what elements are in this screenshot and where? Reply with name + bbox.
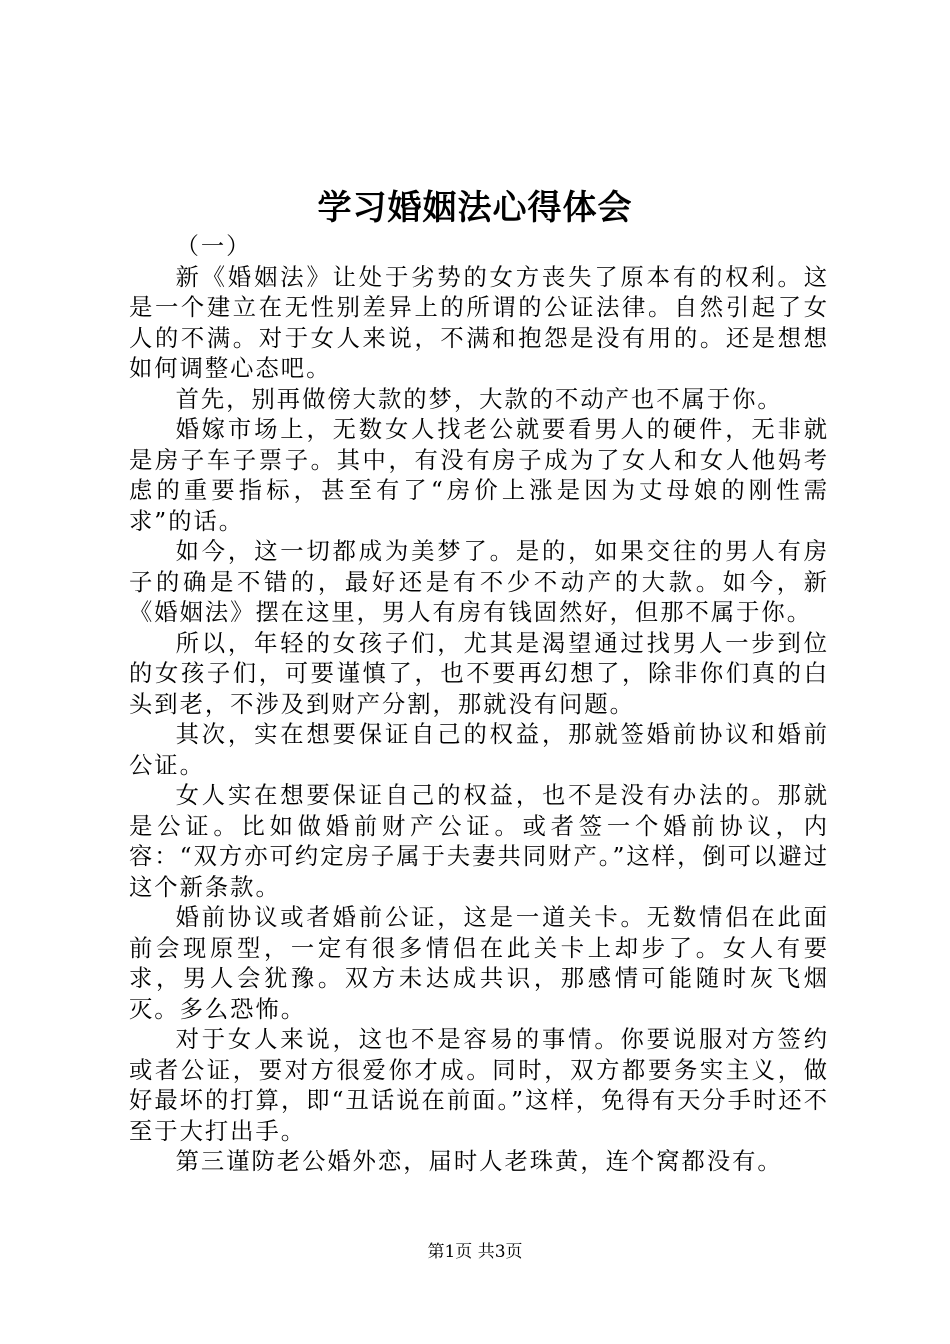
page-footer: 第1页 共3页 xyxy=(427,1242,523,1262)
section-mark: （一） xyxy=(175,233,252,260)
paragraph-10: 第三谨防老公婚外恋，届时人老珠黄，连个窝都没有。 xyxy=(175,1148,783,1175)
paragraph-3: 婚嫁市场上，无数女人找老公就要看男人的硬件，无非就是房子车子票子。其中，有没有房子成为了女人和女人他妈考虑的重要指标，甚至有了“房价上涨是因为丈母娘的刚性需求”的话。 xyxy=(129,416,829,535)
paragraph-5: 所以，年轻的女孩子们，尤其是渴望通过找男人一步到位的女孩子们，可要谨慎了，也不要再幻想了，除非你们真的白头到老，不涉及到财产分割，那就没有问题。 xyxy=(129,629,829,718)
paragraph-7: 女人实在想要保证自己的权益，也不是没有办法的。那就是公证。比如做婚前财产公证。或者签一个婚前协议，内容：“双方亦可约定房子属于夫妻共同财产。”这样，倒可以避过这个新条款。 xyxy=(129,782,829,901)
paragraph-9: 对于女人来说，这也不是容易的事情。你要说服对方签约或者公证，要对方很爱你才成。同时，双方都要务实主义，做好最坏的打算，即“丑话说在前面。”这样，免得有天分手时还不至于大打出手。 xyxy=(129,1026,829,1145)
document-title: 学习婚姻法心得体会 xyxy=(317,188,633,228)
paragraph-8: 婚前协议或者婚前公证，这是一道关卡。无数情侣在此面前会现原型，一定有很多情侣在此关卡上却步了。女人有要求，男人会犹豫。双方未达成共识，那感情可能随时灰飞烟灭。多么恐怖。 xyxy=(129,904,829,1023)
paragraph-2: 首先，别再做傍大款的梦，大款的不动产也不属于你。 xyxy=(175,385,783,413)
document-body xyxy=(129,232,829,1178)
paragraph-6: 其次，实在想要保证自己的权益，那就签婚前协议和婚前公证。 xyxy=(129,721,829,779)
paragraph-4: 如今，这一切都成为美梦了。是的，如果交往的男人有房子的确是不错的，最好还是有不少不动产的大款。如今，新《婚姻法》摆在这里，男人有房有钱固然好，但那不属于你。 xyxy=(129,538,829,626)
paragraph-1: 新《婚姻法》让处于劣势的女方丧失了原本有的权利。这是一个建立在无性别差异上的所谓的公证法律。自然引起了女人的不满。对于女人来说，不满和抱怨是没有用的。还是想想如何调整心态吧。 xyxy=(129,263,829,382)
